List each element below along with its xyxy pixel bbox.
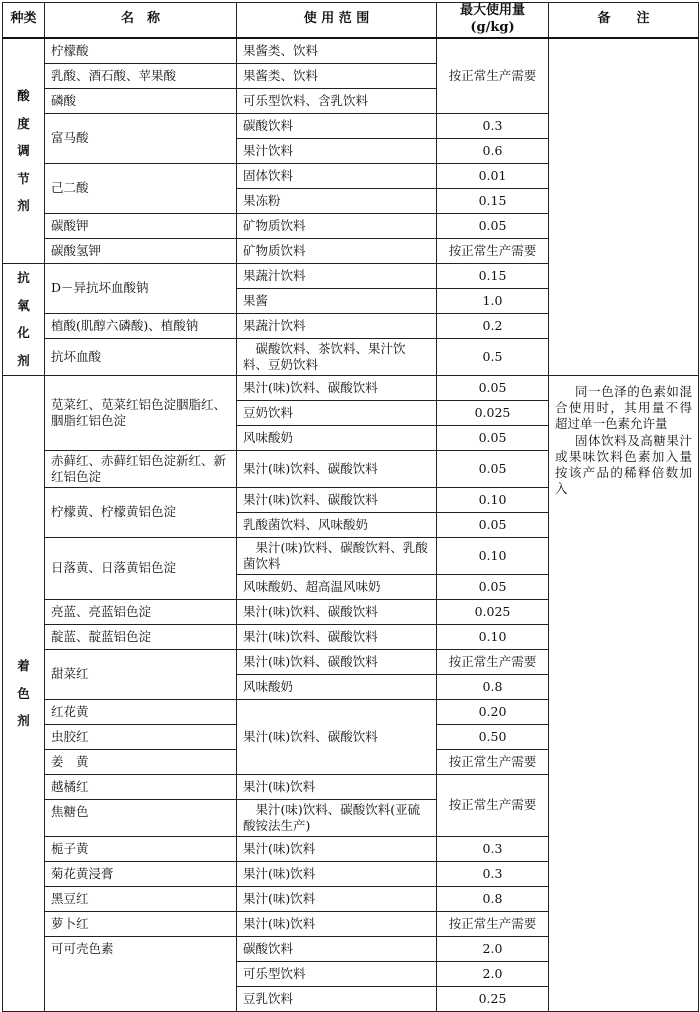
max-amount: 0.05 <box>437 512 549 537</box>
usage-scope: 固体饮料 <box>237 163 437 188</box>
usage-scope: 果汁饮料 <box>237 138 437 163</box>
usage-scope: 风味酸奶、超高温风味奶 <box>237 574 437 599</box>
category-label: 酸 度 调 节 剂 <box>17 88 30 214</box>
max-amount: 2.0 <box>437 961 549 986</box>
max-amount: 0.20 <box>437 699 549 724</box>
remark-paragraph-1: 同一色泽的色素如混合使用时，其用量不得超过单一色素允许量 <box>555 383 692 432</box>
usage-scope: 碳酸饮料、茶饮料、果汁饮料、豆奶饮料 <box>237 338 437 375</box>
usage-scope: 果冻粉 <box>237 188 437 213</box>
additive-name: 可可壳色素 <box>45 936 237 1011</box>
max-amount: 按正常生产需要 <box>437 238 549 263</box>
max-amount: 0.50 <box>437 724 549 749</box>
additive-name: 菊花黄浸膏 <box>45 861 237 886</box>
usage-scope: 果汁(味)饮料 <box>237 836 437 861</box>
max-amount: 0.025 <box>437 599 549 624</box>
additive-name: 苋菜红、苋菜红铝色淀胭脂红、胭脂红铝色淀 <box>45 375 237 450</box>
header-name: 名 称 <box>45 3 237 38</box>
usage-scope: 果汁(味)饮料 <box>237 774 437 799</box>
max-amount: 0.25 <box>437 986 549 1011</box>
max-amount: 2.0 <box>437 936 549 961</box>
additive-name: 越橘红 <box>45 774 237 799</box>
max-amount: 0.3 <box>437 861 549 886</box>
additive-name: 日落黄、日落黄铝色淀 <box>45 537 237 599</box>
usage-scope: 果蔬汁饮料 <box>237 313 437 338</box>
max-amount: 按正常生产需要 <box>437 649 549 674</box>
max-amount: 0.15 <box>437 188 549 213</box>
max-amount: 1.0 <box>437 288 549 313</box>
header-row <box>3 3 699 38</box>
usage-scope: 果汁(味)饮料、碳酸饮料 <box>237 624 437 649</box>
max-amount: 0.5 <box>437 338 549 375</box>
additive-name: 萝卜红 <box>45 911 237 936</box>
additive-name: 磷酸 <box>45 88 237 113</box>
max-amount: 按正常生产需要 <box>437 774 549 836</box>
max-amount: 按正常生产需要 <box>437 911 549 936</box>
additive-name: 黑豆红 <box>45 886 237 911</box>
max-amount: 0.6 <box>437 138 549 163</box>
max-amount: 0.2 <box>437 313 549 338</box>
usage-scope: 矿物质饮料 <box>237 213 437 238</box>
usage-scope: 可乐型饮料、含乳饮料 <box>237 88 437 113</box>
usage-scope: 果汁(味)饮料、碳酸饮料(亚硫酸铵法生产) <box>237 799 437 836</box>
additive-table <box>2 2 699 1012</box>
category-colorant <box>3 375 45 1011</box>
max-amount: 0.3 <box>437 113 549 138</box>
max-amount: 0.10 <box>437 537 549 574</box>
usage-scope: 乳酸菌饮料、风味酸奶 <box>237 512 437 537</box>
max-amount: 0.3 <box>437 836 549 861</box>
usage-scope: 果汁(味)饮料 <box>237 861 437 886</box>
category-label: 着 色 剂 <box>17 658 30 729</box>
usage-scope: 豆乳饮料 <box>237 986 437 1011</box>
usage-scope: 果汁(味)饮料 <box>237 886 437 911</box>
usage-scope: 果汁(味)饮料 <box>237 911 437 936</box>
additive-name: 姜 黄 <box>45 749 237 774</box>
max-amount: 0.05 <box>437 213 549 238</box>
table-row <box>3 38 699 64</box>
additive-name: 植酸(肌醇六磷酸)、植酸钠 <box>45 313 237 338</box>
additive-name: 柠檬酸 <box>45 38 237 64</box>
header-scope: 使 用 范 围 <box>237 3 437 38</box>
usage-scope: 果汁(味)饮料、碳酸饮料 <box>237 649 437 674</box>
usage-scope: 风味酸奶 <box>237 674 437 699</box>
usage-scope: 风味酸奶 <box>237 425 437 450</box>
additive-name: 己二酸 <box>45 163 237 213</box>
max-amount: 0.05 <box>437 375 549 400</box>
max-amount: 0.05 <box>437 425 549 450</box>
usage-scope: 碳酸饮料 <box>237 936 437 961</box>
usage-scope: 果汁(味)饮料、碳酸饮料 <box>237 599 437 624</box>
usage-scope: 可乐型饮料 <box>237 961 437 986</box>
max-amount: 0.8 <box>437 674 549 699</box>
usage-scope: 果蔬汁饮料 <box>237 263 437 288</box>
remark <box>549 375 699 1011</box>
max-amount: 0.05 <box>437 450 549 487</box>
additive-name: 虫胶红 <box>45 724 237 749</box>
additive-name: D－异抗坏血酸钠 <box>45 263 237 313</box>
usage-scope: 果酱 <box>237 288 437 313</box>
max-amount: 按正常生产需要 <box>437 38 549 114</box>
additive-name: 甜菜红 <box>45 649 237 699</box>
max-amount: 0.10 <box>437 487 549 512</box>
usage-scope: 豆奶饮料 <box>237 400 437 425</box>
max-amount: 0.10 <box>437 624 549 649</box>
max-amount: 0.8 <box>437 886 549 911</box>
usage-scope: 果汁(味)饮料、碳酸饮料 <box>237 450 437 487</box>
usage-scope: 果汁(味)饮料、碳酸饮料、乳酸菌饮料 <box>237 537 437 574</box>
usage-scope: 矿物质饮料 <box>237 238 437 263</box>
additive-name: 碳酸氢钾 <box>45 238 237 263</box>
additive-name: 焦糖色 <box>45 799 237 836</box>
table-row <box>3 375 699 400</box>
usage-scope: 果汁(味)饮料、碳酸饮料 <box>237 375 437 400</box>
additive-name: 栀子黄 <box>45 836 237 861</box>
additive-name: 富马酸 <box>45 113 237 163</box>
category-acid <box>3 38 45 264</box>
usage-scope: 果酱类、饮料 <box>237 38 437 64</box>
remark-empty <box>549 38 699 376</box>
category-antioxidant <box>3 263 45 375</box>
additive-name: 赤藓红、赤藓红铝色淀新红、新红铝色淀 <box>45 450 237 487</box>
additive-name: 抗坏血酸 <box>45 338 237 375</box>
usage-scope: 果汁(味)饮料、碳酸饮料 <box>237 699 437 774</box>
additive-name: 柠檬黄、柠檬黄铝色淀 <box>45 487 237 537</box>
remark-paragraph-2: 固体饮料及高糖果汁或果味饮料色素加入量按该产品的稀释倍数加入 <box>555 432 692 497</box>
additive-name: 红花黄 <box>45 699 237 724</box>
additive-name: 碳酸钾 <box>45 213 237 238</box>
header-category: 种类 <box>3 3 45 38</box>
header-max-amount: 最大使用量(g/kg) <box>437 3 549 38</box>
max-amount: 0.01 <box>437 163 549 188</box>
additive-name: 乳酸、酒石酸、苹果酸 <box>45 63 237 88</box>
max-amount: 0.05 <box>437 574 549 599</box>
additive-name: 亮蓝、亮蓝铝色淀 <box>45 599 237 624</box>
additive-name: 靛蓝、靛蓝铝色淀 <box>45 624 237 649</box>
header-remark: 备 注 <box>549 3 699 38</box>
max-amount: 0.025 <box>437 400 549 425</box>
usage-scope: 碳酸饮料 <box>237 113 437 138</box>
usage-scope: 果汁(味)饮料、碳酸饮料 <box>237 487 437 512</box>
max-amount: 按正常生产需要 <box>437 749 549 774</box>
usage-scope: 果酱类、饮料 <box>237 63 437 88</box>
max-amount: 0.15 <box>437 263 549 288</box>
category-label: 抗 氧 化 剂 <box>17 270 30 368</box>
